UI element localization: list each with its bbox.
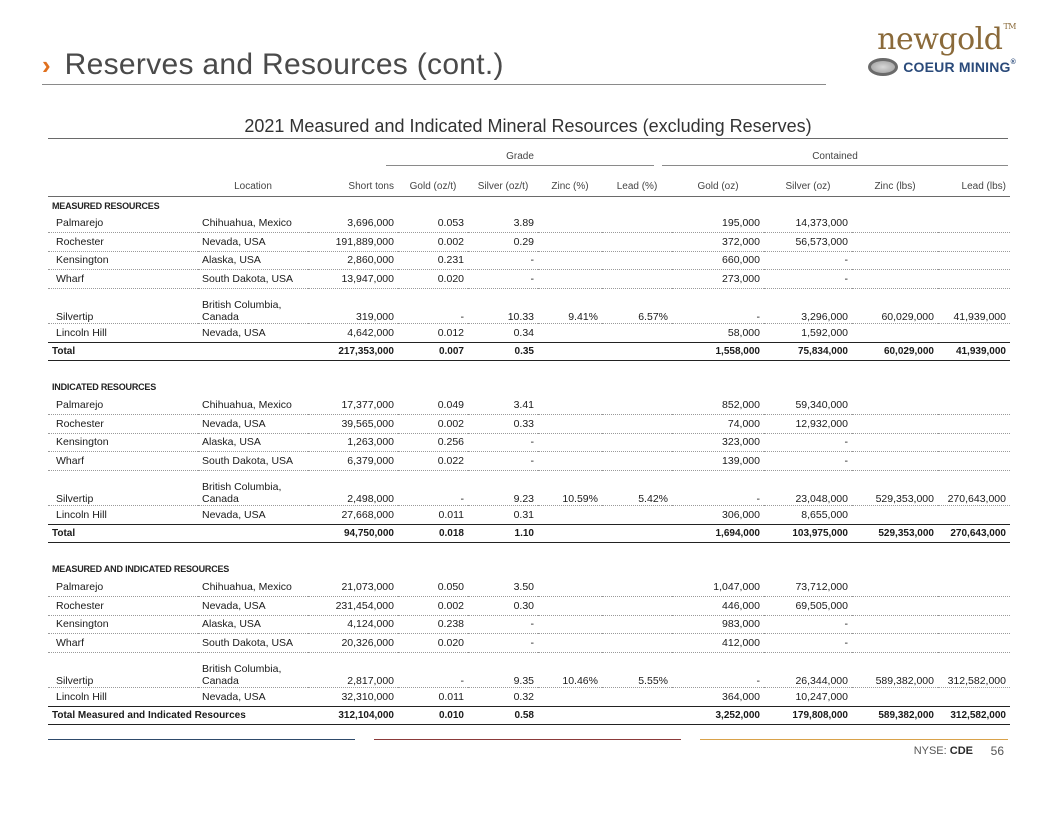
title-divider [42, 84, 826, 85]
location-cell: British Columbia, Canada [198, 471, 308, 506]
value-cell: 0.002 [398, 232, 468, 251]
value-cell: 26,344,000 [764, 653, 852, 688]
value-cell: 3.41 [468, 396, 538, 414]
location-cell: Nevada, USA [198, 414, 308, 433]
location-cell: Chihuahua, Mexico [198, 214, 308, 232]
location-cell: Nevada, USA [198, 506, 308, 525]
value-cell [538, 251, 602, 270]
value-cell: 1,263,000 [308, 433, 398, 452]
value-cell [538, 270, 602, 289]
value-cell: 10.33 [468, 289, 538, 324]
value-cell: 0.231 [398, 251, 468, 270]
location-cell: Chihuahua, Mexico [198, 578, 308, 596]
value-cell [938, 506, 1010, 525]
value-cell [852, 433, 938, 452]
footer-rule-red [374, 739, 681, 740]
section-heading: MEASURED RESOURCES [52, 200, 160, 211]
value-cell: 3.89 [468, 214, 538, 232]
column-header: Location [198, 170, 308, 197]
value-cell: 660,000 [672, 251, 764, 270]
value-cell: 139,000 [672, 452, 764, 471]
value-cell: 0.011 [398, 506, 468, 525]
value-cell: 0.29 [468, 232, 538, 251]
location-cell: British Columbia, Canada [198, 289, 308, 324]
mine-name-cell: Silvertip [48, 471, 198, 506]
footer-rule-blue [48, 739, 355, 740]
value-cell: 0.30 [468, 596, 538, 615]
table-body [48, 197, 1010, 725]
value-cell: 69,505,000 [764, 596, 852, 615]
total-value-cell [602, 524, 672, 542]
total-value-cell: 0.007 [398, 342, 468, 360]
value-cell: 9.41% [538, 289, 602, 324]
value-cell: 0.012 [398, 324, 468, 343]
mine-name-cell: Kensington [48, 615, 198, 634]
value-cell: 3,696,000 [308, 214, 398, 232]
column-groups [0, 148, 1056, 170]
value-cell: 1,047,000 [672, 578, 764, 596]
contained-group-label: Contained [812, 151, 858, 162]
value-cell [938, 578, 1010, 596]
value-cell [938, 232, 1010, 251]
value-cell [852, 270, 938, 289]
mine-name-cell: Lincoln Hill [48, 324, 198, 343]
value-cell: 0.256 [398, 433, 468, 452]
resources-table [48, 170, 1010, 725]
value-cell: 1,592,000 [764, 324, 852, 343]
column-header: Gold (oz/t) [398, 170, 468, 197]
value-cell [938, 270, 1010, 289]
value-cell: - [468, 251, 538, 270]
location-cell: Alaska, USA [198, 433, 308, 452]
value-cell: 191,889,000 [308, 232, 398, 251]
total-value-cell: 312,104,000 [308, 706, 398, 724]
value-cell: 56,573,000 [764, 232, 852, 251]
value-cell: 39,565,000 [308, 414, 398, 433]
value-cell: 195,000 [672, 214, 764, 232]
total-row [48, 342, 1010, 360]
value-cell [538, 324, 602, 343]
value-cell [938, 214, 1010, 232]
value-cell: - [398, 471, 468, 506]
section-heading-row [48, 379, 1010, 396]
value-cell [852, 634, 938, 653]
value-cell: 23,048,000 [764, 471, 852, 506]
column-header: Silver (oz/t) [468, 170, 538, 197]
column-header: Gold (oz) [672, 170, 764, 197]
value-cell [852, 578, 938, 596]
value-cell [852, 396, 938, 414]
value-cell: 21,073,000 [308, 578, 398, 596]
total-value-cell [198, 342, 308, 360]
column-header: Lead (%) [602, 170, 672, 197]
column-header: Zinc (lbs) [852, 170, 938, 197]
mine-name-cell: Rochester [48, 596, 198, 615]
location-cell: British Columbia, Canada [198, 653, 308, 688]
location-cell: Nevada, USA [198, 688, 308, 707]
location-cell: Alaska, USA [198, 615, 308, 634]
value-cell: 5.55% [602, 653, 672, 688]
total-value-cell: 312,582,000 [938, 706, 1010, 724]
mine-name-cell: Rochester [48, 414, 198, 433]
table-title: 2021 Measured and Indicated Mineral Resources (excluding Reserves) [244, 116, 812, 136]
table-row [48, 634, 1010, 653]
value-cell: 0.32 [468, 688, 538, 707]
total-value-cell: 0.58 [468, 706, 538, 724]
value-cell [538, 578, 602, 596]
value-cell [852, 251, 938, 270]
value-cell: 0.002 [398, 596, 468, 615]
section-heading: INDICATED RESOURCES [52, 382, 157, 393]
value-cell [538, 433, 602, 452]
total-value-cell: 94,750,000 [308, 524, 398, 542]
value-cell: 372,000 [672, 232, 764, 251]
page-title: Reserves and Resources (cont.) [64, 48, 504, 81]
value-cell [602, 214, 672, 232]
table-row [48, 270, 1010, 289]
value-cell: 10,247,000 [764, 688, 852, 707]
spacer-row [48, 542, 1010, 561]
total-value-cell: 1.10 [468, 524, 538, 542]
contained-group-rule [662, 165, 1008, 166]
value-cell: 0.022 [398, 452, 468, 471]
value-cell: - [764, 433, 852, 452]
value-cell: 20,326,000 [308, 634, 398, 653]
value-cell: 0.050 [398, 578, 468, 596]
total-row [48, 706, 1010, 724]
total-value-cell: 529,353,000 [852, 524, 938, 542]
value-cell: - [764, 615, 852, 634]
value-cell: - [672, 289, 764, 324]
mine-name-cell: Wharf [48, 634, 198, 653]
value-cell: 529,353,000 [852, 471, 938, 506]
exchange-ticker: NYSE: CDE [913, 745, 973, 757]
total-row [48, 524, 1010, 542]
value-cell: 0.33 [468, 414, 538, 433]
value-cell: 59,340,000 [764, 396, 852, 414]
value-cell: 6,379,000 [308, 452, 398, 471]
value-cell: 4,124,000 [308, 615, 398, 634]
total-value-cell: 1,558,000 [672, 342, 764, 360]
value-cell: 983,000 [672, 615, 764, 634]
table-row [48, 578, 1010, 596]
grade-group-rule [386, 165, 654, 166]
value-cell [538, 506, 602, 525]
value-cell [602, 270, 672, 289]
value-cell [602, 232, 672, 251]
value-cell [852, 688, 938, 707]
total-value-cell: 0.010 [398, 706, 468, 724]
table-row [48, 289, 1010, 324]
value-cell [602, 578, 672, 596]
column-header [48, 170, 198, 197]
value-cell: - [468, 433, 538, 452]
value-cell: 3.50 [468, 578, 538, 596]
total-value-cell [538, 524, 602, 542]
value-cell: 41,939,000 [938, 289, 1010, 324]
value-cell: 73,712,000 [764, 578, 852, 596]
value-cell [538, 615, 602, 634]
value-cell [538, 214, 602, 232]
title-bar [42, 48, 504, 82]
value-cell [852, 324, 938, 343]
total-value-cell: 60,029,000 [852, 342, 938, 360]
table-header-row [48, 170, 1010, 197]
total-value-cell: 41,939,000 [938, 342, 1010, 360]
value-cell [852, 506, 938, 525]
value-cell: 0.238 [398, 615, 468, 634]
value-cell [602, 324, 672, 343]
total-value-cell [602, 706, 672, 724]
value-cell [938, 433, 1010, 452]
value-cell [602, 251, 672, 270]
value-cell: 74,000 [672, 414, 764, 433]
footer-rule-gold [700, 739, 1008, 740]
table-row [48, 688, 1010, 707]
value-cell: 364,000 [672, 688, 764, 707]
value-cell: 446,000 [672, 596, 764, 615]
column-header: Short tons [308, 170, 398, 197]
value-cell: 0.053 [398, 214, 468, 232]
value-cell [938, 414, 1010, 433]
table-row [48, 433, 1010, 452]
value-cell [538, 596, 602, 615]
value-cell: 0.31 [468, 506, 538, 525]
value-cell: 2,860,000 [308, 251, 398, 270]
value-cell: 13,947,000 [308, 270, 398, 289]
value-cell: - [764, 270, 852, 289]
table-row [48, 615, 1010, 634]
total-value-cell [538, 342, 602, 360]
value-cell: 8,655,000 [764, 506, 852, 525]
value-cell: 2,498,000 [308, 471, 398, 506]
total-value-cell: 1,694,000 [672, 524, 764, 542]
value-cell: 0.002 [398, 414, 468, 433]
value-cell: 589,382,000 [852, 653, 938, 688]
value-cell [938, 596, 1010, 615]
value-cell: - [468, 634, 538, 653]
column-header: Lead (lbs) [938, 170, 1010, 197]
value-cell: 17,377,000 [308, 396, 398, 414]
value-cell: 58,000 [672, 324, 764, 343]
total-value-cell: 75,834,000 [764, 342, 852, 360]
value-cell [602, 634, 672, 653]
table-title-divider [48, 138, 1008, 139]
location-cell: South Dakota, USA [198, 634, 308, 653]
total-value-cell: 270,643,000 [938, 524, 1010, 542]
newgold-logo: newgold™ [877, 22, 1016, 57]
value-cell: 273,000 [672, 270, 764, 289]
total-label: Total Measured and Indicated Resources [48, 706, 198, 724]
value-cell: 12,932,000 [764, 414, 852, 433]
value-cell [538, 688, 602, 707]
value-cell: 323,000 [672, 433, 764, 452]
total-label: Total [48, 524, 198, 542]
table-row [48, 324, 1010, 343]
value-cell [852, 214, 938, 232]
total-value-cell: 589,382,000 [852, 706, 938, 724]
value-cell: 412,000 [672, 634, 764, 653]
value-cell: 0.020 [398, 634, 468, 653]
value-cell: - [764, 634, 852, 653]
total-value-cell: 0.018 [398, 524, 468, 542]
value-cell [938, 688, 1010, 707]
value-cell: 4,642,000 [308, 324, 398, 343]
table-row [48, 452, 1010, 471]
value-cell: - [468, 270, 538, 289]
mine-name-cell: Lincoln Hill [48, 506, 198, 525]
value-cell [938, 634, 1010, 653]
table-row [48, 506, 1010, 525]
mine-name-cell: Wharf [48, 452, 198, 471]
mine-name-cell: Lincoln Hill [48, 688, 198, 707]
table-row [48, 471, 1010, 506]
value-cell [602, 433, 672, 452]
column-header: Zinc (%) [538, 170, 602, 197]
location-cell: Chihuahua, Mexico [198, 396, 308, 414]
location-cell: Nevada, USA [198, 232, 308, 251]
mine-name-cell: Wharf [48, 270, 198, 289]
value-cell [538, 396, 602, 414]
chevron-right-icon: › [42, 50, 51, 80]
value-cell: 0.020 [398, 270, 468, 289]
value-cell: 0.011 [398, 688, 468, 707]
mine-name-cell: Silvertip [48, 289, 198, 324]
total-value-cell: 217,353,000 [308, 342, 398, 360]
value-cell: - [398, 289, 468, 324]
value-cell [602, 414, 672, 433]
value-cell [938, 396, 1010, 414]
value-cell: 10.59% [538, 471, 602, 506]
value-cell: 231,454,000 [308, 596, 398, 615]
page-number: 56 [990, 744, 1004, 758]
value-cell: 270,643,000 [938, 471, 1010, 506]
section-heading-row [48, 197, 1010, 215]
total-value-cell: 103,975,000 [764, 524, 852, 542]
value-cell: 0.34 [468, 324, 538, 343]
location-cell: Nevada, USA [198, 324, 308, 343]
total-value-cell: 0.35 [468, 342, 538, 360]
table-row [48, 214, 1010, 232]
coeur-logo-icon [868, 58, 898, 76]
total-value-cell [198, 524, 308, 542]
location-cell: Nevada, USA [198, 596, 308, 615]
value-cell [538, 634, 602, 653]
value-cell [938, 615, 1010, 634]
table-row [48, 653, 1010, 688]
value-cell [852, 615, 938, 634]
value-cell [852, 452, 938, 471]
value-cell [538, 452, 602, 471]
coeur-mining-logo: COEUR MINING® [868, 58, 1016, 76]
total-value-cell [538, 706, 602, 724]
value-cell: 5.42% [602, 471, 672, 506]
value-cell: 27,668,000 [308, 506, 398, 525]
value-cell: 306,000 [672, 506, 764, 525]
value-cell: 2,817,000 [308, 653, 398, 688]
mine-name-cell: Palmarejo [48, 214, 198, 232]
column-header: Silver (oz) [764, 170, 852, 197]
value-cell: 32,310,000 [308, 688, 398, 707]
grade-group-label: Grade [506, 151, 534, 162]
mine-name-cell: Palmarejo [48, 578, 198, 596]
value-cell: 3,296,000 [764, 289, 852, 324]
value-cell [852, 596, 938, 615]
value-cell: 60,029,000 [852, 289, 938, 324]
mine-name-cell: Silvertip [48, 653, 198, 688]
table-row [48, 596, 1010, 615]
value-cell: 0.049 [398, 396, 468, 414]
value-cell [938, 251, 1010, 270]
section-heading-row [48, 561, 1010, 578]
value-cell: 312,582,000 [938, 653, 1010, 688]
mine-name-cell: Palmarejo [48, 396, 198, 414]
value-cell: - [468, 452, 538, 471]
value-cell [538, 232, 602, 251]
value-cell: - [672, 471, 764, 506]
table-row [48, 414, 1010, 433]
value-cell [602, 688, 672, 707]
total-value-cell [602, 342, 672, 360]
value-cell [602, 506, 672, 525]
location-cell: Alaska, USA [198, 251, 308, 270]
value-cell: - [764, 452, 852, 471]
value-cell [852, 414, 938, 433]
value-cell: 6.57% [602, 289, 672, 324]
value-cell: - [468, 615, 538, 634]
mine-name-cell: Rochester [48, 232, 198, 251]
value-cell: 9.23 [468, 471, 538, 506]
value-cell [602, 452, 672, 471]
value-cell: 9.35 [468, 653, 538, 688]
value-cell: 319,000 [308, 289, 398, 324]
value-cell: 14,373,000 [764, 214, 852, 232]
total-value-cell: 3,252,000 [672, 706, 764, 724]
value-cell [852, 232, 938, 251]
mine-name-cell: Kensington [48, 433, 198, 452]
total-label: Total [48, 342, 198, 360]
mine-name-cell: Kensington [48, 251, 198, 270]
value-cell [602, 615, 672, 634]
value-cell [602, 596, 672, 615]
value-cell: - [398, 653, 468, 688]
table-row [48, 396, 1010, 414]
table-row [48, 251, 1010, 270]
total-value-cell: 179,808,000 [764, 706, 852, 724]
section-heading: MEASURED AND INDICATED RESOURCES [52, 564, 230, 575]
value-cell: - [764, 251, 852, 270]
value-cell [602, 396, 672, 414]
spacer-row [48, 360, 1010, 379]
location-cell: South Dakota, USA [198, 270, 308, 289]
value-cell [538, 414, 602, 433]
value-cell: 852,000 [672, 396, 764, 414]
value-cell [938, 324, 1010, 343]
table-row [48, 232, 1010, 251]
location-cell: South Dakota, USA [198, 452, 308, 471]
value-cell: - [672, 653, 764, 688]
value-cell: 10.46% [538, 653, 602, 688]
value-cell [938, 452, 1010, 471]
